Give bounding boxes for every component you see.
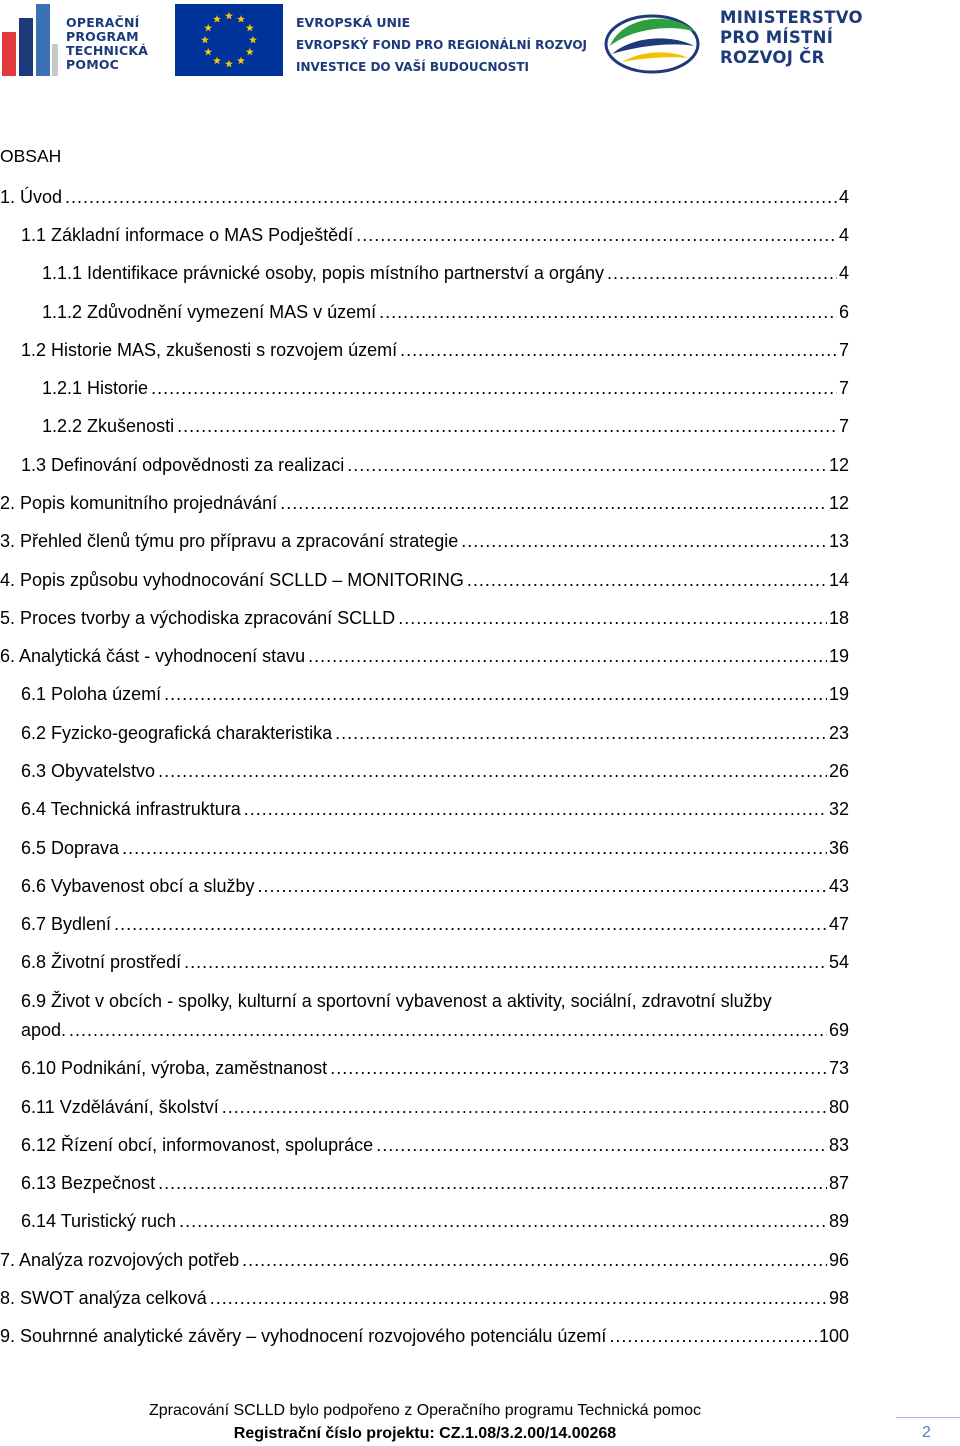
toc-entry[interactable] — [42, 377, 849, 399]
page-number: 2 — [922, 1424, 931, 1441]
toc-entry[interactable] — [21, 454, 849, 476]
eu-logo-text — [296, 12, 587, 78]
toc-entry-page: 12 — [828, 455, 849, 475]
toc-entry-label: 6.12 Řízení obcí, informovanost, spolupráce — [21, 1135, 374, 1155]
toc-entry-label: 6.13 Bezpečnost — [21, 1173, 156, 1193]
toc-entry[interactable] — [0, 1249, 849, 1271]
toc-entry-label: 1.2 Historie MAS, zkušenosti s rozvojem území — [21, 340, 398, 360]
toc-dot-leader — [69, 1019, 827, 1041]
toc-dot-leader — [184, 951, 827, 973]
mmr-line: ROZVOJ ČR — [720, 48, 825, 67]
toc-entry[interactable] — [0, 530, 849, 552]
toc-dot-leader — [400, 339, 837, 361]
mmr-logo-text — [720, 8, 863, 68]
toc-dot-leader — [222, 1096, 827, 1118]
toc-entry-label: 9. Souhrnné analytické závěry – vyhodnocení rozvojového potenciálu území — [0, 1326, 607, 1346]
toc-entry-page: 14 — [828, 570, 849, 590]
toc-entry[interactable] — [0, 492, 849, 514]
eu-flag-icon — [175, 4, 283, 76]
mmr-emblem-icon — [602, 6, 702, 76]
toc-entry-page: 69 — [828, 1020, 849, 1040]
toc-dot-leader — [330, 1057, 827, 1079]
header-logos — [0, 0, 960, 80]
mmr-line: PRO MÍSTNÍ — [720, 28, 834, 47]
toc-entry-page: 18 — [828, 608, 849, 628]
optp-logo — [2, 4, 152, 76]
toc-entry-page: 32 — [828, 799, 849, 819]
toc-dot-leader — [242, 1249, 827, 1271]
toc-dot-leader — [114, 913, 827, 935]
toc-entry-page: 4 — [838, 263, 849, 283]
toc-dot-leader — [461, 530, 827, 552]
toc-entry-page: 89 — [828, 1211, 849, 1231]
toc-entry-label: 6.11 Vzdělávání, školství — [21, 1097, 219, 1117]
toc-entry[interactable] — [0, 186, 849, 208]
toc-dot-leader — [257, 875, 826, 897]
toc-entry[interactable] — [21, 837, 849, 859]
toc-entry-page: 36 — [828, 838, 849, 858]
toc-entry-label: 6.7 Bydlení — [21, 914, 112, 934]
toc-entry-label: 2. Popis komunitního projednávání — [0, 493, 278, 513]
toc-entry-page: 98 — [828, 1288, 849, 1308]
toc-entry[interactable] — [0, 645, 849, 667]
eu-line: INVESTICE DO VAŠÍ BUDOUCNOSTI — [296, 60, 529, 74]
toc-dot-leader — [467, 569, 827, 591]
toc-entry[interactable] — [21, 798, 849, 820]
toc-dot-leader — [347, 454, 827, 476]
toc-entry-page: 43 — [828, 876, 849, 896]
toc-entry-page: 80 — [828, 1097, 849, 1117]
toc-dot-leader — [177, 415, 837, 437]
toc-entry[interactable] — [42, 262, 849, 284]
toc-entry-page: 19 — [828, 646, 849, 666]
optp-emblem-icon — [2, 4, 60, 76]
eu-line: EVROPSKÝ FOND PRO REGIONÁLNÍ ROZVOJ — [296, 38, 588, 52]
toc-entry-label: 1.1.2 Zdůvodnění vymezení MAS v území — [42, 302, 377, 322]
toc-entry-label: 1.2.2 Zkušenosti — [42, 416, 175, 436]
toc-entry[interactable] — [21, 760, 849, 782]
toc-dot-leader — [607, 262, 837, 284]
optp-line: OPERAČNÍ — [66, 15, 140, 30]
footer-funding-note: Zpracování SCLLD bylo podpořeno z Operačního programu Technická pomoc — [148, 1402, 701, 1419]
toc-dot-leader — [164, 683, 827, 705]
toc-entry-page: 54 — [828, 952, 849, 972]
toc-entry-page: 13 — [828, 531, 849, 551]
toc-entry-page: 73 — [828, 1058, 849, 1078]
optp-line: POMOC — [66, 57, 120, 72]
toc-dot-leader — [151, 377, 837, 399]
toc-dot-leader — [158, 760, 827, 782]
toc-entry-label: 1. Úvod — [0, 187, 63, 207]
optp-line: TECHNICKÁ — [66, 43, 149, 58]
toc-entry-page: 23 — [828, 723, 849, 743]
toc-entry-label: 1.2.1 Historie — [42, 378, 149, 398]
toc-dot-leader — [379, 301, 837, 323]
toc-dot-leader — [210, 1287, 827, 1309]
optp-line: PROGRAM — [66, 29, 139, 44]
toc-entry-label: 8. SWOT analýza celková — [0, 1288, 207, 1308]
toc-entry-page: 12 — [828, 493, 849, 513]
toc-entry-page: 87 — [828, 1173, 849, 1193]
toc-entry-label: 7. Analýza rozvojových potřeb — [0, 1250, 240, 1270]
toc-entry-page: 96 — [828, 1250, 849, 1270]
toc-entry[interactable] — [21, 875, 849, 897]
mmr-line: MINISTERSTVO — [720, 8, 863, 27]
toc-entry-label: 4. Popis způsobu vyhodnocování SCLLD – MONITORING — [0, 570, 464, 590]
toc-dot-leader — [609, 1325, 817, 1347]
toc-entry-label: 6.5 Doprava — [21, 838, 120, 858]
toc-entry[interactable] — [21, 1210, 849, 1232]
toc-entry[interactable] — [21, 224, 849, 246]
toc-entry[interactable] — [21, 722, 849, 744]
toc-entry-label: 6.14 Turistický ruch — [21, 1211, 177, 1231]
toc-entry-label: 6.4 Technická infrastruktura — [21, 799, 241, 819]
toc-entry-page: 83 — [828, 1135, 849, 1155]
toc-entry[interactable] — [21, 1057, 849, 1079]
toc-entry-page: 4 — [838, 187, 849, 207]
toc-dot-leader — [179, 1210, 827, 1232]
toc-title: OBSAH — [0, 146, 62, 166]
toc-entry-label: 1.1.1 Identifikace právnické osoby, popis místního partnerství a orgány — [42, 263, 604, 283]
toc-entry-label: 6.9 Život v obcích - spolky, kulturní a sportovní vybavenost a aktivity, sociální, zdravotní služby — [21, 991, 772, 1011]
footer-registration-number: Registrační číslo projektu: CZ.1.08/3.2.00/14.00268 — [233, 1425, 617, 1442]
toc-entry-page: 4 — [838, 225, 849, 245]
toc-entry-label: apod. — [21, 1020, 67, 1040]
toc-dot-leader — [65, 186, 837, 208]
toc-entry-page: 7 — [838, 416, 849, 436]
toc-entry-label: 6.8 Životní prostředí — [21, 952, 182, 972]
toc-entry[interactable] — [21, 913, 849, 935]
toc-entry-label: 3. Přehled členů týmu pro přípravu a zpracování strategie — [0, 531, 459, 551]
toc-dot-leader — [280, 492, 827, 514]
eu-line: EVROPSKÁ UNIE — [296, 15, 411, 30]
toc-dot-leader — [244, 798, 827, 820]
toc-entry-page: 100 — [818, 1326, 849, 1346]
toc-dot-leader — [308, 645, 827, 667]
optp-logo-text — [66, 16, 148, 72]
toc-entry-page: 19 — [828, 684, 849, 704]
toc-entry[interactable] — [21, 1019, 849, 1041]
toc-entry-page: 7 — [838, 378, 849, 398]
toc-entry[interactable] — [21, 1134, 849, 1156]
toc-entry[interactable] — [21, 1172, 849, 1194]
toc-entry-page: 26 — [828, 761, 849, 781]
toc-entry-label: 1.1 Základní informace o MAS Podještědí — [21, 225, 354, 245]
toc-entry-label: 6.10 Podnikání, výroba, zaměstnanost — [21, 1058, 328, 1078]
toc-dot-leader — [122, 837, 827, 859]
toc-entry[interactable] — [21, 339, 849, 361]
toc-entry-page: 7 — [838, 340, 849, 360]
toc-entry[interactable] — [42, 415, 849, 437]
toc-entry-label: 6.1 Poloha území — [21, 684, 162, 704]
toc-entry-label: 6.2 Fyzicko-geografická charakteristika — [21, 723, 333, 743]
toc-entry-label: 5. Proces tvorby a východiska zpracování SCLLD — [0, 608, 396, 628]
toc-entry[interactable] — [0, 1325, 849, 1347]
toc-entry[interactable] — [0, 1287, 849, 1309]
toc-entry[interactable] — [21, 683, 849, 705]
toc-dot-leader — [158, 1172, 827, 1194]
toc-entry[interactable] — [0, 607, 849, 629]
toc-entry[interactable] — [42, 301, 849, 323]
toc-entry[interactable] — [0, 569, 849, 591]
toc-entry-label: 6.3 Obyvatelstvo — [21, 761, 156, 781]
toc-dot-leader — [356, 224, 837, 246]
toc-entry[interactable] — [21, 1096, 849, 1118]
toc-entry-label: 6.6 Vybavenost obcí a služby — [21, 876, 255, 896]
page-number-rule — [896, 1417, 960, 1418]
toc-entry-page: 6 — [838, 302, 849, 322]
toc-entry-label: 6. Analytická část - vyhodnocení stavu — [0, 646, 306, 666]
toc-dot-leader — [376, 1134, 827, 1156]
toc-entry-label: 1.3 Definování odpovědnosti za realizaci — [21, 455, 345, 475]
toc-entry[interactable] — [21, 951, 849, 973]
toc-dot-leader — [398, 607, 827, 629]
toc-entry-page: 47 — [828, 914, 849, 934]
toc-dot-leader — [335, 722, 827, 744]
